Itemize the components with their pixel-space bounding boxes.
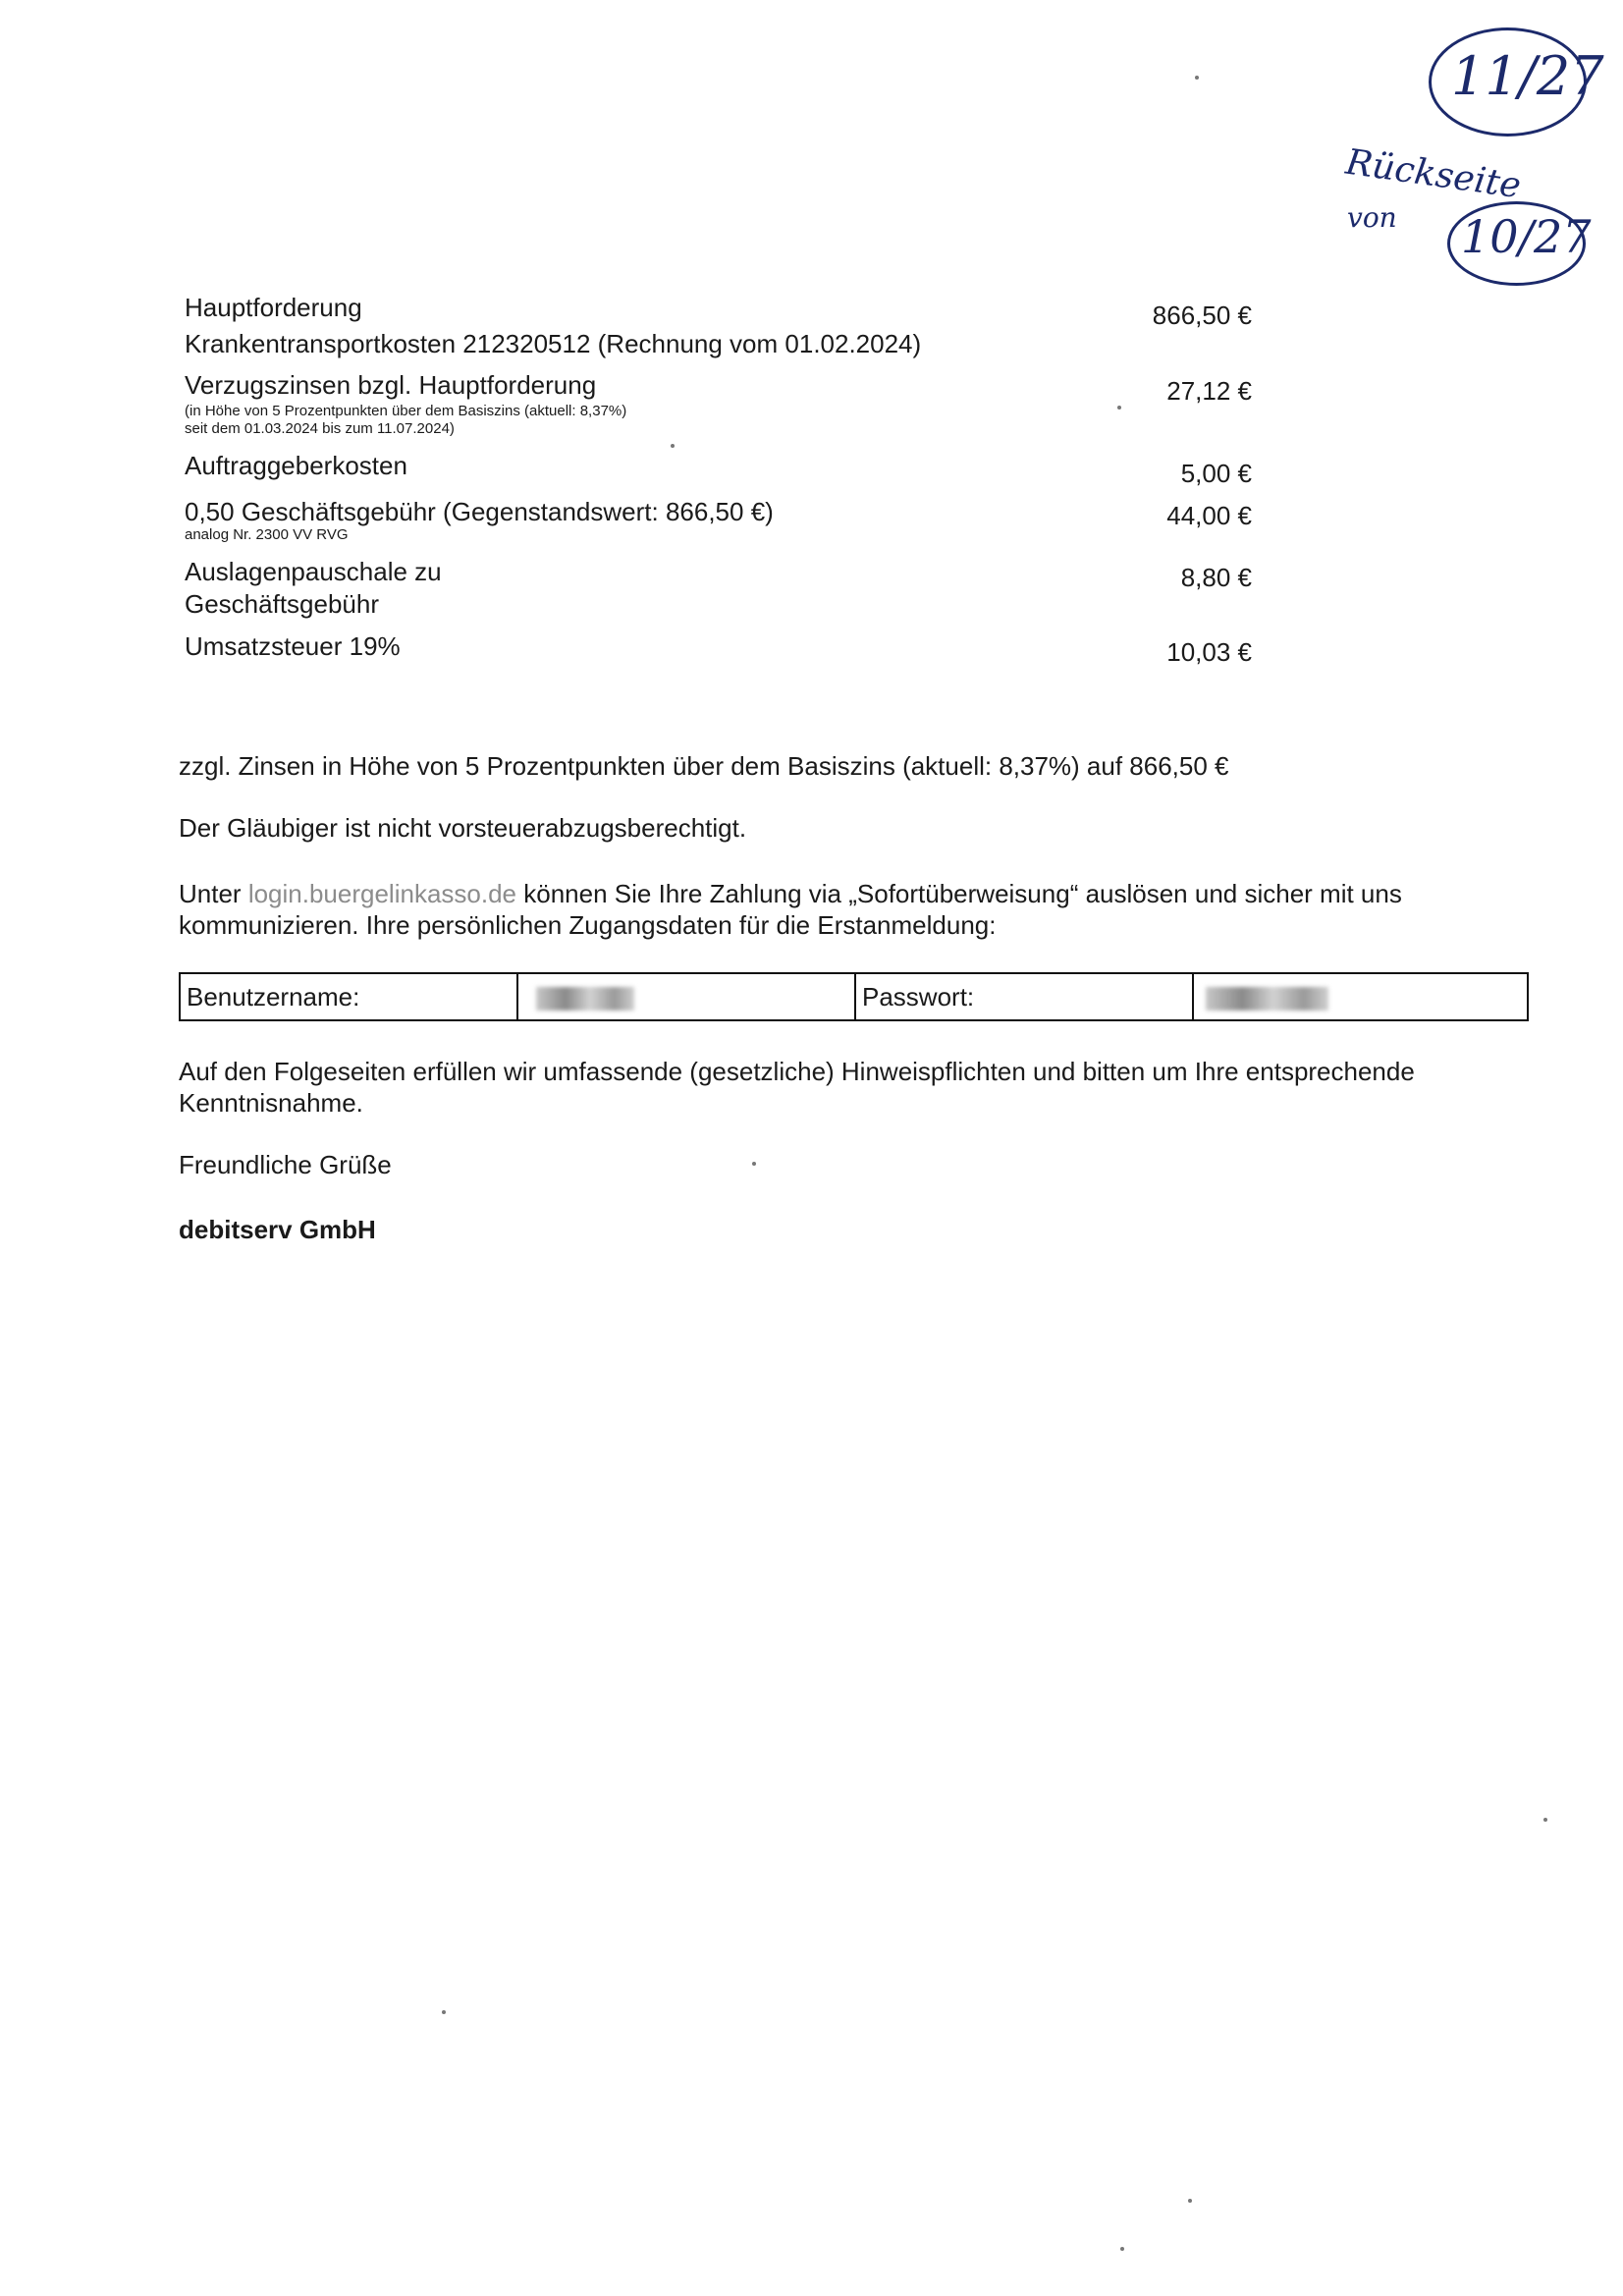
login-paragraph [179,878,1524,941]
login-prefix: Unter [179,879,248,908]
username-label: Benutzername: [180,973,517,1020]
item-note-verzugszinsen-1: (in Höhe von 5 Prozentpunkten über dem Basiszins (aktuell: 8,37%) [185,403,627,419]
scan-speck [442,2010,446,2014]
interest-paragraph: zzgl. Zinsen in Höhe von 5 Prozentpunkten über dem Basiszins (aktuell: 8,37%) auf 866,50 € [179,751,1229,781]
item-amount-umsatzsteuer: 10,03 € [1166,637,1252,667]
scan-speck [1120,2247,1124,2251]
login-link[interactable]: login.buergelinkasso.de [247,879,517,908]
greeting: Freundliche Grüße [179,1150,392,1179]
item-detail-hauptforderung: Krankentransportkosten 212320512 (Rechnung vom 01.02.2024) [185,329,922,358]
item-label-umsatzsteuer: Umsatzsteuer 19% [185,631,401,661]
item-label-verzugszinsen: Verzugszinsen bzgl. Hauptforderung [185,370,597,400]
scan-speck [671,444,675,448]
item-label-geschaeftsgebuehr: 0,50 Geschäftsgebühr (Gegenstandswert: 866,50 €) [185,497,774,526]
scan-speck [1195,76,1199,80]
username-value [517,973,855,1020]
scan-speck [752,1162,756,1166]
password-redacted [1206,987,1328,1011]
page-mark: 11/27 [1451,45,1604,107]
password-value [1193,973,1528,1020]
item-amount-auslagenpauschale: 8,80 € [1180,563,1252,592]
vat-paragraph: Der Gläubiger ist nicht vorsteuerabzugsberechtigt. [179,813,747,843]
notice-paragraph: Auf den Folgeseiten erfüllen wir umfassende (gesetzliche) Hinweispflichten und bitten um Ihre entsprechende Kenntnisnahme. [179,1057,1415,1118]
item-label-auslagenpauschale-1: Auslagenpauschale zu [185,557,442,586]
scan-speck [1543,1818,1547,1822]
login-suffix: können Sie Ihre Zahlung via „Sofortüberweisung“ auslösen und sicher mit uns kommunizieren. Ihre persönlichen Zugangsdaten für die Erstanmeldung: [179,879,1402,940]
credentials-table [179,972,1529,1021]
item-amount-hauptforderung: 866,50 € [1152,301,1252,330]
handwritten-note-von: von [1347,201,1397,234]
username-redacted [536,987,634,1011]
password-label: Passwort: [855,973,1193,1020]
item-label-auslagenpauschale-2: Geschäftsgebühr [185,589,380,619]
item-note-geschaeftsgebuehr: analog Nr. 2300 VV RVG [185,526,349,543]
handwritten-note: Rückseite [1343,141,1524,207]
item-note-verzugszinsen-2: seit dem 01.03.2024 bis zum 11.07.2024) [185,420,455,437]
scan-speck [1188,2199,1192,2203]
item-amount-verzugszinsen: 27,12 € [1166,376,1252,406]
item-label-hauptforderung: Hauptforderung [185,293,362,322]
item-amount-geschaeftsgebuehr: 44,00 € [1166,501,1252,530]
company-name: debitserv GmbH [179,1215,376,1244]
item-label-auftraggeberkosten: Auftraggeberkosten [185,451,407,480]
item-amount-auftraggeberkosten: 5,00 € [1180,459,1252,488]
scan-speck [1117,406,1121,410]
page-ref: 10/27 [1461,210,1592,263]
